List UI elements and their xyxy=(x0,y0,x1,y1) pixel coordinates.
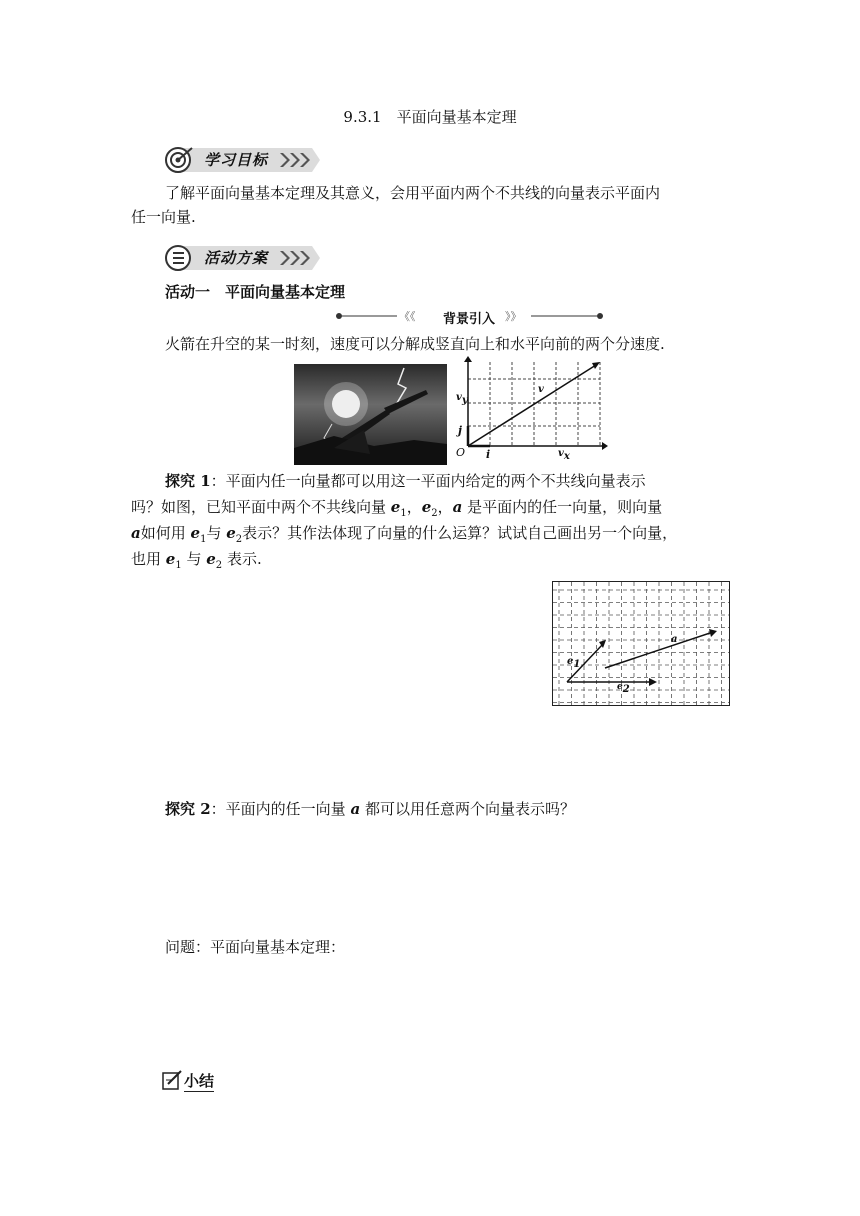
e2-label: $e_2$ xyxy=(617,682,630,695)
explore1-line-1: 探究 1：平面内任一向量都可以用这一平面内给定的两个不共线向量表示 xyxy=(165,472,646,490)
explore1-line-4: 也用 $e_1$ 与 $e_2$ 表示. xyxy=(131,550,262,571)
vy-label: $v_y$ xyxy=(456,392,468,406)
explore1-label: 探究 1 xyxy=(165,472,211,490)
v-vector xyxy=(468,365,596,446)
explore2-line: 探究 2：平面内的任一向量 a 都可以用任意两个向量表示吗？ xyxy=(165,800,575,818)
explore1-line-2: 吗？如图，已知平面中两个不共线向量 $e_1$，$e_2$，a 是平面内的任一向量，则向量 xyxy=(131,498,663,519)
rocket-photo xyxy=(294,364,447,465)
svg-text:》》: 》》 xyxy=(505,310,522,323)
j-label: j xyxy=(458,424,462,437)
explore1-line-3: a如何用 $e_1$与 $e_2$表示？其作法体现了向量的什么运算？试试自己画出另一个向量， xyxy=(131,524,678,545)
activity-banner-label: 活动方案 xyxy=(204,249,269,267)
page-title: 9.3.1 平面向量基本定理 xyxy=(343,108,517,126)
rocket-image-icon xyxy=(294,364,447,465)
origin-label: O xyxy=(456,446,466,459)
background-intro-label: 背景引入 xyxy=(443,312,496,327)
goals-line-1: 了解平面向量基本定理及其意义，会用平面内两个不共线的向量表示平面内 xyxy=(165,184,661,202)
pencil-note-icon xyxy=(162,1069,184,1091)
explore2-label: 探究 2 xyxy=(165,800,211,818)
summary-heading xyxy=(162,1069,232,1093)
goals-banner xyxy=(162,146,322,172)
activity-banner xyxy=(162,244,322,270)
background-text: 火箭在升空的某一时刻，速度可以分解成竖直向上和水平向前的两个分速度. xyxy=(165,335,665,353)
goals-line-2: 任一向量. xyxy=(131,208,196,226)
i-label: i xyxy=(486,448,491,461)
activity1-heading: 活动一 平面向量基本定理 xyxy=(165,283,346,301)
e1-label: $e_1$ xyxy=(567,656,581,670)
summary-label: 小结 xyxy=(184,1072,215,1090)
background-intro-divider xyxy=(335,306,605,326)
a-label: a xyxy=(671,634,678,645)
goals-banner-label: 学习目标 xyxy=(204,151,269,169)
question-text: 问题：平面向量基本定理： xyxy=(165,938,346,956)
svg-text:《《: 《《 xyxy=(399,310,416,323)
vector-grid-figure xyxy=(552,581,730,706)
v-label: v xyxy=(538,384,544,395)
velocity-diagram xyxy=(452,356,608,464)
vx-label: $v_x$ xyxy=(558,448,570,462)
